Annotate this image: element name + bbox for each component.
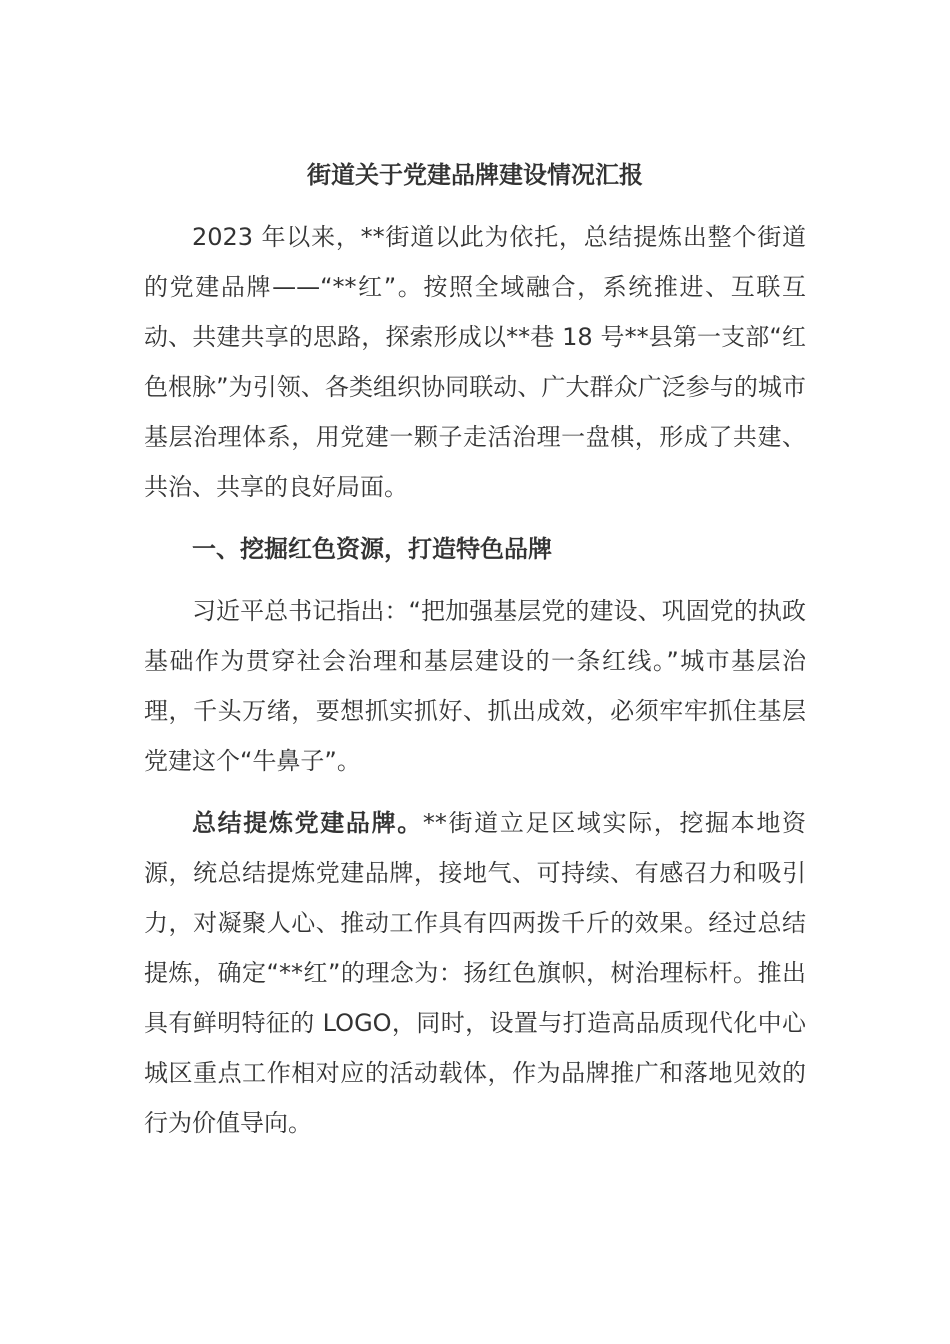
brand-paragraph-lead: 总结提炼党建品牌。 [192,809,423,837]
quote-paragraph: 习近平总书记指出：“把加强基层党的建设、巩固党的执政基础作为贯穿社会治理和基层建设的一条红线。”城市基层治理，千头万绪，要想抓实抓好、抓出成效，必须牢牢抓住基层党建这个“牛鼻子”。 [144,597,806,775]
section-heading: 一、挖掘红色资源，打造特色品牌 [192,535,552,563]
brand-paragraph-body: **街道立足区域实际，挖掘本地资源，统总结提炼党建品牌，接地气、可持续、有感召力和吸引力，对凝聚人心、推动工作具有四两拨千斤的效果。经过总结提炼，确定“**红”的理念为：扬红色旗帜，树治理标杆。推出具有鲜明特征的 LOGO，同时，设置与打造高品质现代化中心城区重点工作相对应的活动载体，作为品牌推广和落地见效的行为价值导向。 [144,809,807,1137]
brand-paragraph [144,798,806,1148]
intro-paragraph: 2023 年以来，**街道以此为依托，总结提炼出整个街道的党建品牌——“**红”。按照全域融合，系统推进、互联互动、共建共享的思路，探索形成以**巷 18 号**县第一支部“红色根脉”为引领、各类组织协同联动、广大群众广泛参与的城市基层治理体系，用党建一颗子走活治理一盘棋，形成了共建、共治、共享的良好局面。 [144,223,806,501]
document-body [144,150,806,1148]
document-title: 街道关于党建品牌建设情况汇报 [307,161,643,189]
